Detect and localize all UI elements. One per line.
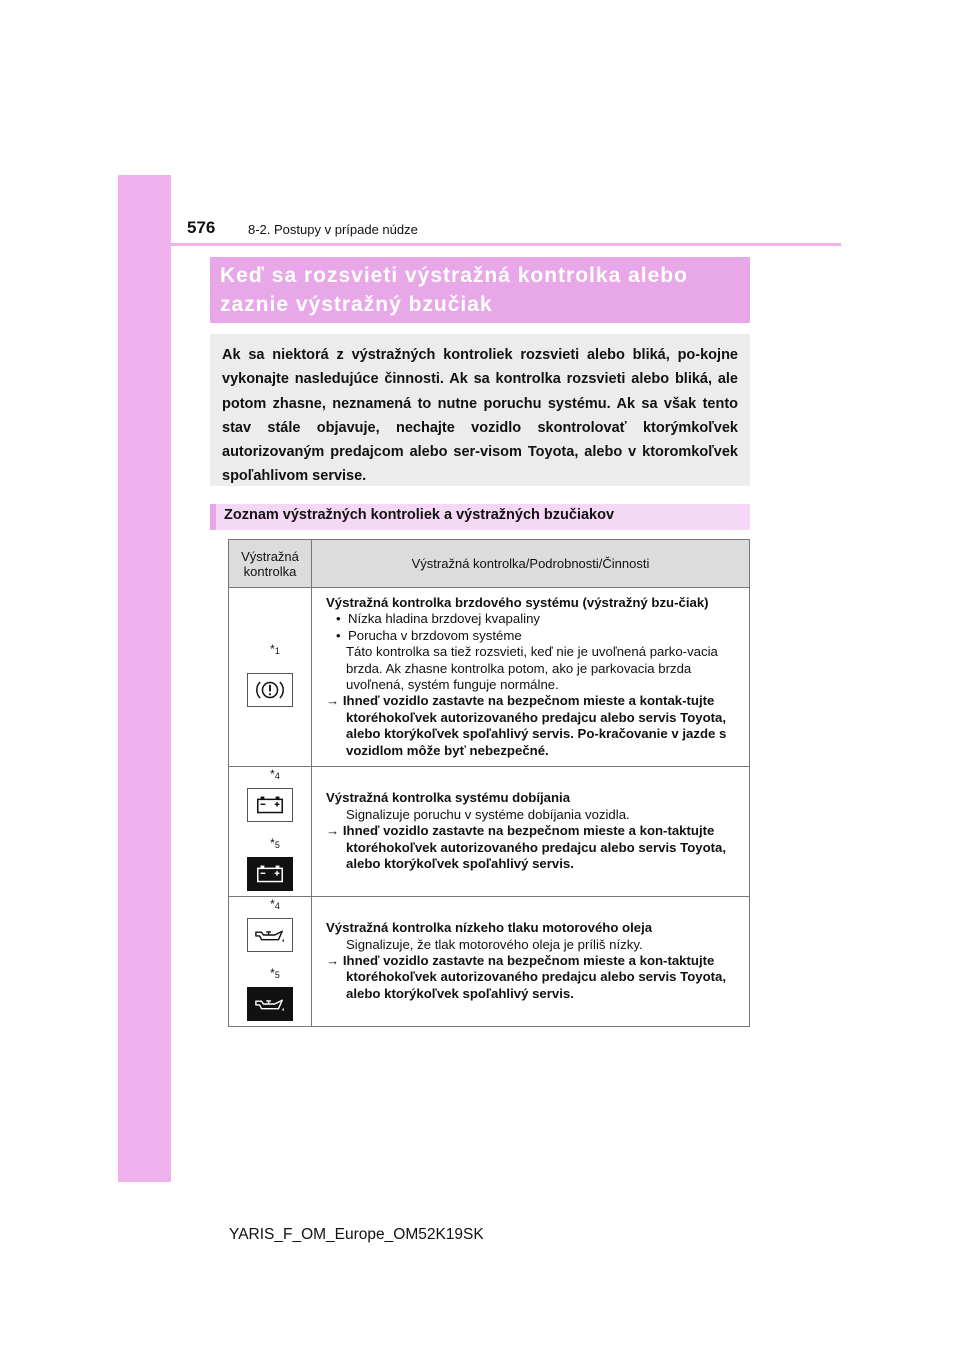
warning-detail-cell [312, 896, 750, 1026]
header-rule [171, 243, 841, 246]
action-text: → Ihneď vozidlo zastavte na bezpečnom mieste a kon-taktujte ktoréhokoľvek autorizovaného predajcu alebo servis Toyota, alebo ktorýkoľvek spoľahlivý servis. [326, 953, 727, 1001]
battery-icon [247, 857, 293, 891]
subheading-bar [210, 504, 750, 530]
table-row [229, 588, 750, 767]
footer-code: YARIS_F_OM_Europe_OM52K19SK [229, 1226, 484, 1243]
battery-icon [247, 788, 293, 822]
footnote-number: 4 [274, 900, 280, 911]
warning-lights-table [228, 539, 750, 1027]
footnote-marker: $*_1$ [270, 642, 280, 657]
footnote-marker: $*_4$ [270, 896, 280, 911]
table-header-row [229, 540, 750, 588]
intro-box [210, 334, 750, 486]
footnote-number: 5 [274, 970, 280, 981]
title-banner [210, 257, 750, 323]
brake-warning-icon [247, 673, 293, 707]
side-tab-band [118, 175, 171, 1182]
table-row [229, 767, 750, 897]
warning-light-name: Výstražná kontrolka systému dobíjania [326, 790, 571, 806]
action-text: → Ihneď vozidlo zastavte na bezpečnom mieste a kon-taktujte ktoréhokoľvek autorizovaného predajcu alebo servis Toyota, alebo ktorýkoľvek spoľahlivý servis. [326, 823, 727, 872]
warning-light-cell [229, 896, 312, 1026]
oil-can-icon [247, 918, 293, 952]
footnote-number: 4 [274, 771, 280, 782]
warning-light-name: Výstražná kontrolka brzdového systému (výstražný bzu-čiak) [326, 595, 709, 610]
column-header-details: Výstražná kontrolka/Podrobnosti/Činnosti [312, 540, 750, 588]
detail-bullet: • Nízka hladina brzdovej kvapaliny [336, 611, 541, 627]
subheading: Zoznam výstražných kontroliek a výstražných bzučiakov [224, 507, 615, 523]
intro-text: Ak sa niektorá z výstražných kontroliek rozsvieti alebo bliká, po-kojne vykonajte nasledujúce činnosti. Ak sa kontrolka rozsvieti alebo bliká, ale potom zhasne, neznamená to nutne poruchu systému. Ak sa však tento stav stále objavuje, nechajte vozidlo skontrolovať ktorýmkoľvek autorizovaným predajcom alebo ser-visom Toyota, alebo v ktoromkoľvek spoľahlivom servise. [222, 347, 738, 485]
section-title: 8-2. Postupy v prípade núdze [248, 222, 418, 237]
warning-light-name: Výstražná kontrolka nízkeho tlaku motorového oleja [326, 920, 653, 936]
detail-text: Signalizuje, že tlak motorového oleja je príliš nízky. [346, 936, 643, 952]
footnote-marker: $*_5$ [270, 836, 280, 851]
warning-light-cell [229, 767, 312, 897]
warning-detail-cell [312, 588, 750, 767]
detail-text: Táto kontrolka sa tiež rozsvieti, keď nie je uvoľnená parko-vacia brzda. Ak zhasne kontrolka potom, ako je parkovacia brzda uvoľnená, systém funguje normálne. [346, 644, 718, 693]
detail-text: Signalizuje poruchu v systéme dobíjania vozidla. [346, 806, 630, 822]
oil-can-icon [247, 987, 293, 1021]
action-text: → Ihneď vozidlo zastavte na bezpečnom mieste a kontak-tujte ktoréhokoľvek autorizovaného predajcu alebo servis Toyota, alebo ktorýkoľvek spoľahlivý servis. Po-kračovanie v jazde s vozidlom môže byť nebezpečné. [326, 693, 727, 758]
table-row [229, 896, 750, 1026]
page-title: Keď sa rozsvieti výstražná kontrolka alebo zaznie výstražný bzučiak [220, 264, 688, 316]
footnote-number: 1 [274, 646, 280, 657]
detail-bullet: • Porucha v brzdovom systéme [336, 627, 522, 643]
warning-detail-cell [312, 767, 750, 897]
warning-light-cell [229, 588, 312, 767]
footnote-marker: $*_5$ [270, 966, 280, 981]
column-header-light: Výstražná kontrolka [229, 540, 312, 588]
footnote-marker: $*_4$ [270, 767, 280, 782]
page-number: 576 [187, 218, 216, 237]
footnote-number: 5 [274, 840, 280, 851]
